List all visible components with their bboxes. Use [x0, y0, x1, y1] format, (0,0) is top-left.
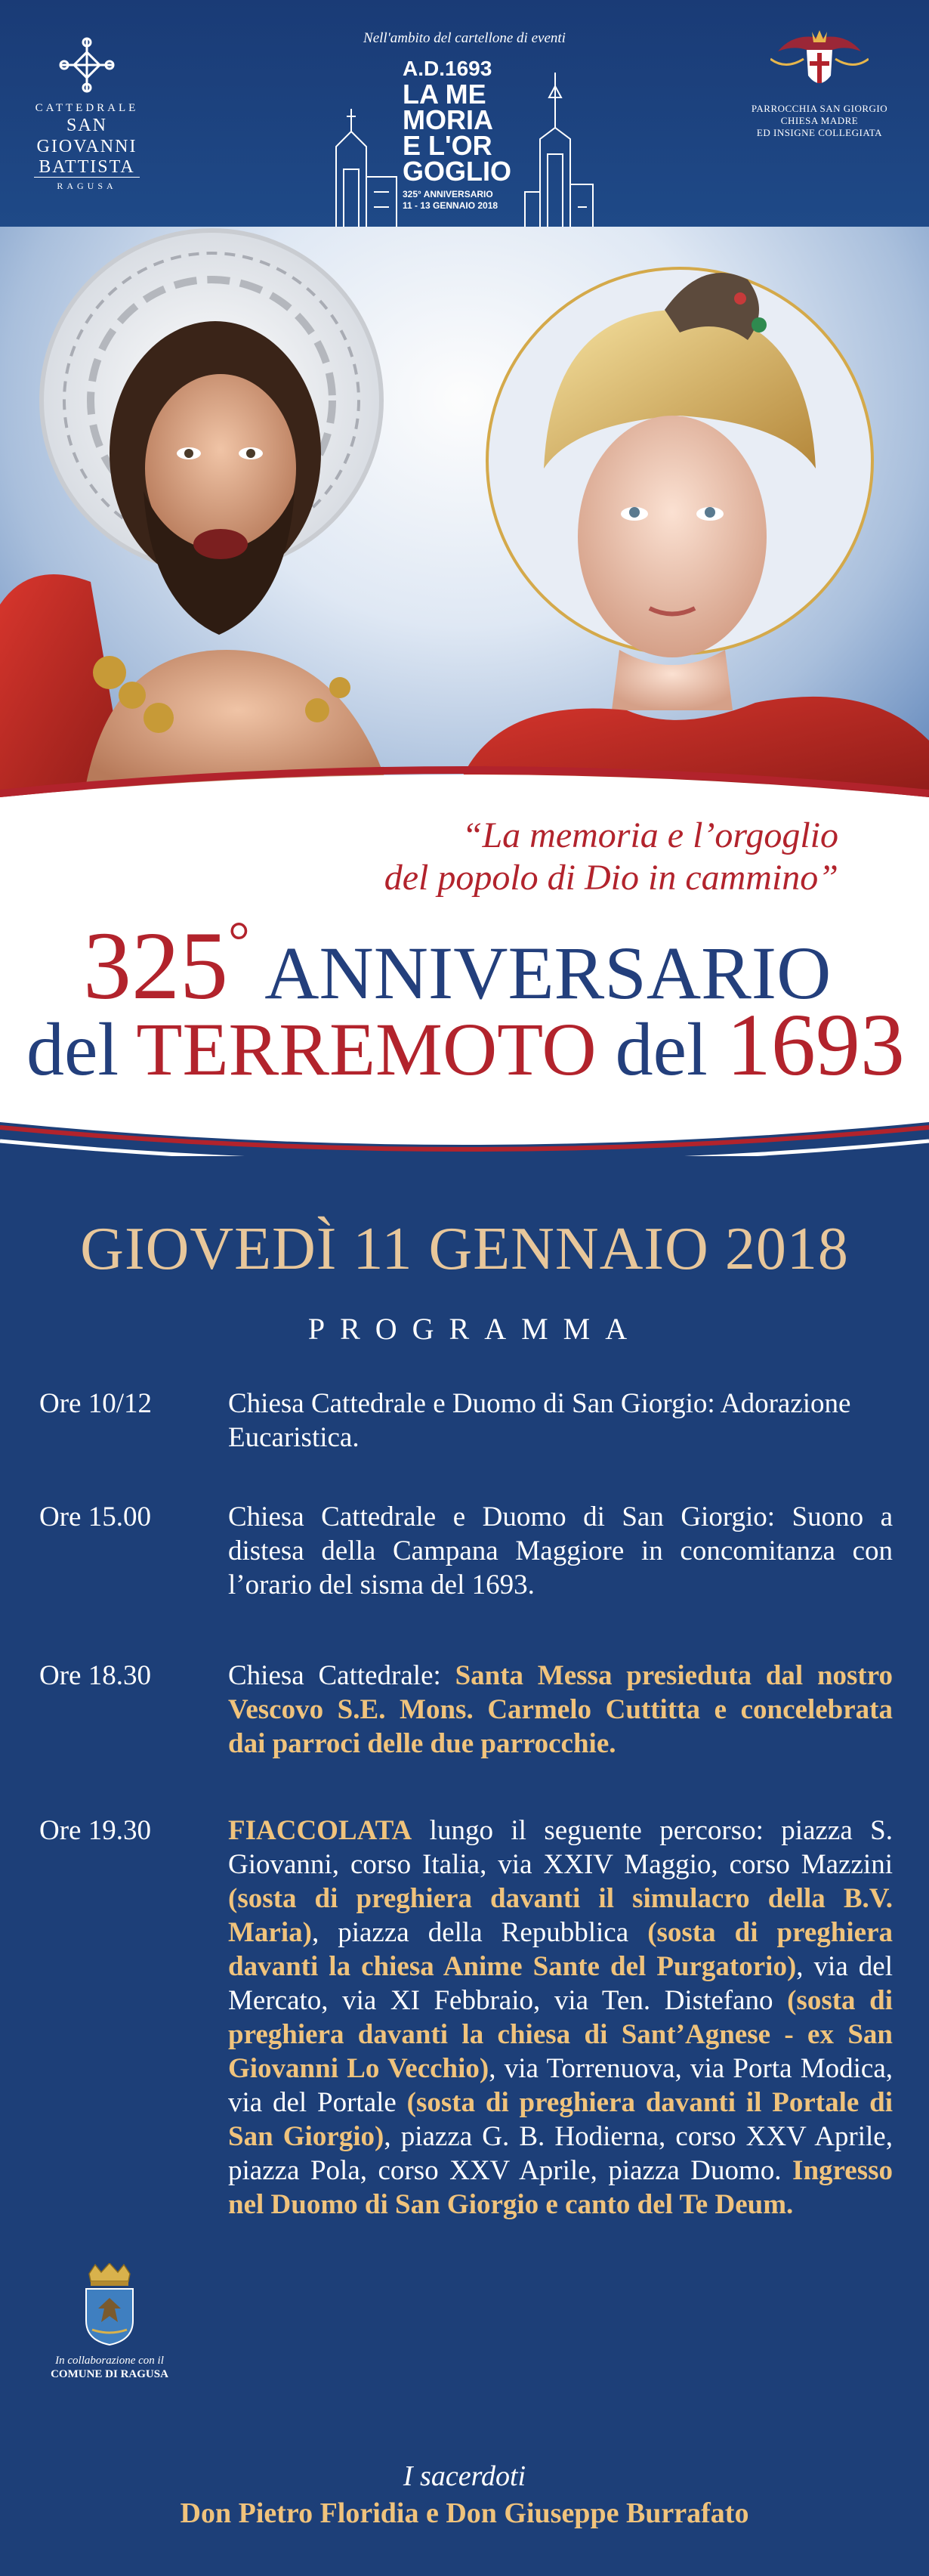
program-text-highlight: Santa Messa presieduta dal nostro Vescovo S.E. Mons. Carmelo Cuttitta e concelebrata dai parroci delle due parrocchie. [228, 1660, 893, 1759]
route-segment: , piazza della Repubblica [311, 1917, 648, 1948]
coat-of-arms-icon [770, 29, 869, 98]
event-logo-ad: A.D.1693 [403, 57, 492, 80]
program-time: Ore 10/12 [39, 1388, 152, 1419]
program-text-plain: Chiesa Cattedrale: [228, 1660, 455, 1691]
title-del-2: del [615, 1007, 708, 1091]
event-logo-line2: MORIA [403, 104, 493, 135]
saints-statues-photo [0, 227, 929, 801]
route-segment: lungo il seguente percorso: piazza S. Giovanni, corso Italia, via XXIV Maggio, corso Mazzini [228, 1815, 893, 1880]
quote [384, 815, 838, 899]
event-logo-small1: 325° ANNIVERSARIO [403, 189, 493, 199]
programma-heading: PROGRAMMA [307, 1312, 643, 1346]
logo-right-line3: ED INSIGNE COLLEGIATA [756, 127, 883, 138]
title-terremoto: TERREMOTO [136, 1007, 597, 1091]
logo-left-line1: CATTEDRALE [35, 102, 139, 114]
event-logo-small2: 11 - 13 GENNAIO 2018 [403, 200, 498, 211]
event-logo-text [403, 56, 531, 212]
quote-line2: del popolo di Dio in cammino” [384, 858, 838, 898]
prayer-stop: (sosta di preghiera davanti il Portale di San Giorgio) [228, 2087, 893, 2152]
event-logo [325, 30, 604, 241]
event-series-caption: Nell'ambito del cartellone di eventi [363, 30, 566, 46]
signature-names: Don Pietro Floridia e Don Giuseppe Burrafato [180, 2497, 749, 2529]
route-segment: , piazza G. B. Hodierna, corso XXV Aprile, piazza Pola, corso XXV Aprile, piazza Duomo. [228, 2121, 893, 2186]
header [0, 0, 929, 234]
logo-left-line2: SAN GIOVANNI [36, 116, 137, 156]
event-logo-line1: LA ME [403, 79, 486, 110]
comune-caption: In collaborazione con il [55, 2355, 164, 2367]
left-saint-statue [0, 230, 393, 801]
anniversary-degree: ° [228, 911, 250, 971]
logo-left-line4: RAGUSA [57, 181, 117, 191]
program-text [228, 1814, 893, 2222]
ragusa-crest-icon [82, 2263, 137, 2346]
logo-right-line2: CHIESA MADRE [780, 115, 859, 126]
program-text: Chiesa Cattedrale e Duomo di San Giorgio: Suono a distesa della Campana Maggiore in concomitanza con l’orario del sisma del 1693. [228, 1501, 893, 1600]
program-text [228, 1659, 893, 1761]
parish-logo [725, 29, 914, 139]
closing-ceremony: Ingresso nel Duomo di San Giorgio e canto del Te Deum. [228, 2155, 893, 2220]
title-year: 1693 [726, 995, 905, 1094]
event-date: GIOVEDÌ 11 GENNAIO 2018 [80, 1216, 849, 1282]
event-logo-line4: GOGLIO [403, 156, 511, 187]
anniversary-number: 325 [83, 912, 228, 1019]
earthquake-title [26, 996, 905, 1099]
right-saint-statue [453, 268, 929, 801]
anniversary-word: ANNIVERSARIO [264, 931, 832, 1015]
program-time: Ore 19.30 [39, 1815, 151, 1846]
saints-illustration [0, 227, 929, 801]
program-text: Chiesa Cattedrale e Duomo di San Giorgio: Adorazione Eucaristica. [228, 1388, 851, 1453]
logo-left-line3: BATTISTA [34, 157, 139, 178]
route-segment: , via del Mercato, via XI Febbraio, via Ten. Distefano [228, 1951, 893, 2016]
prayer-stop: (sosta di preghiera davanti la chiesa di Sant’Agnese - ex San Giovanni Lo Vecchio) [228, 1985, 893, 2084]
quote-line1: “La memoria e l’orgoglio [461, 815, 838, 855]
event-logo-line3: E L'OR [403, 130, 492, 161]
comune-name: COMUNE DI RAGUSA [51, 2368, 168, 2380]
cathedral-logo [23, 36, 151, 192]
cross-emblem-icon [58, 36, 116, 94]
logo-right-line1: PARROCCHIA SAN GIORGIO [751, 103, 888, 114]
signature-label: I sacerdoti [403, 2460, 526, 2492]
program-time: Ore 15.00 [39, 1501, 151, 1532]
prayer-stop: (sosta di preghiera davanti la chiesa Anime Sante del Purgatorio) [228, 1917, 893, 1982]
prayer-stop: (sosta di preghiera davanti il simulacro della B.V. Maria) [228, 1883, 893, 1948]
fiaccolata-label: FIACCOLATA [228, 1815, 412, 1846]
title-del-1: del [26, 1007, 119, 1091]
route-segment: , via Torrenuova, via Porta Modica, via del Portale [228, 2053, 893, 2118]
program-time: Ore 18.30 [39, 1660, 151, 1691]
comune-logo [38, 2263, 181, 2381]
